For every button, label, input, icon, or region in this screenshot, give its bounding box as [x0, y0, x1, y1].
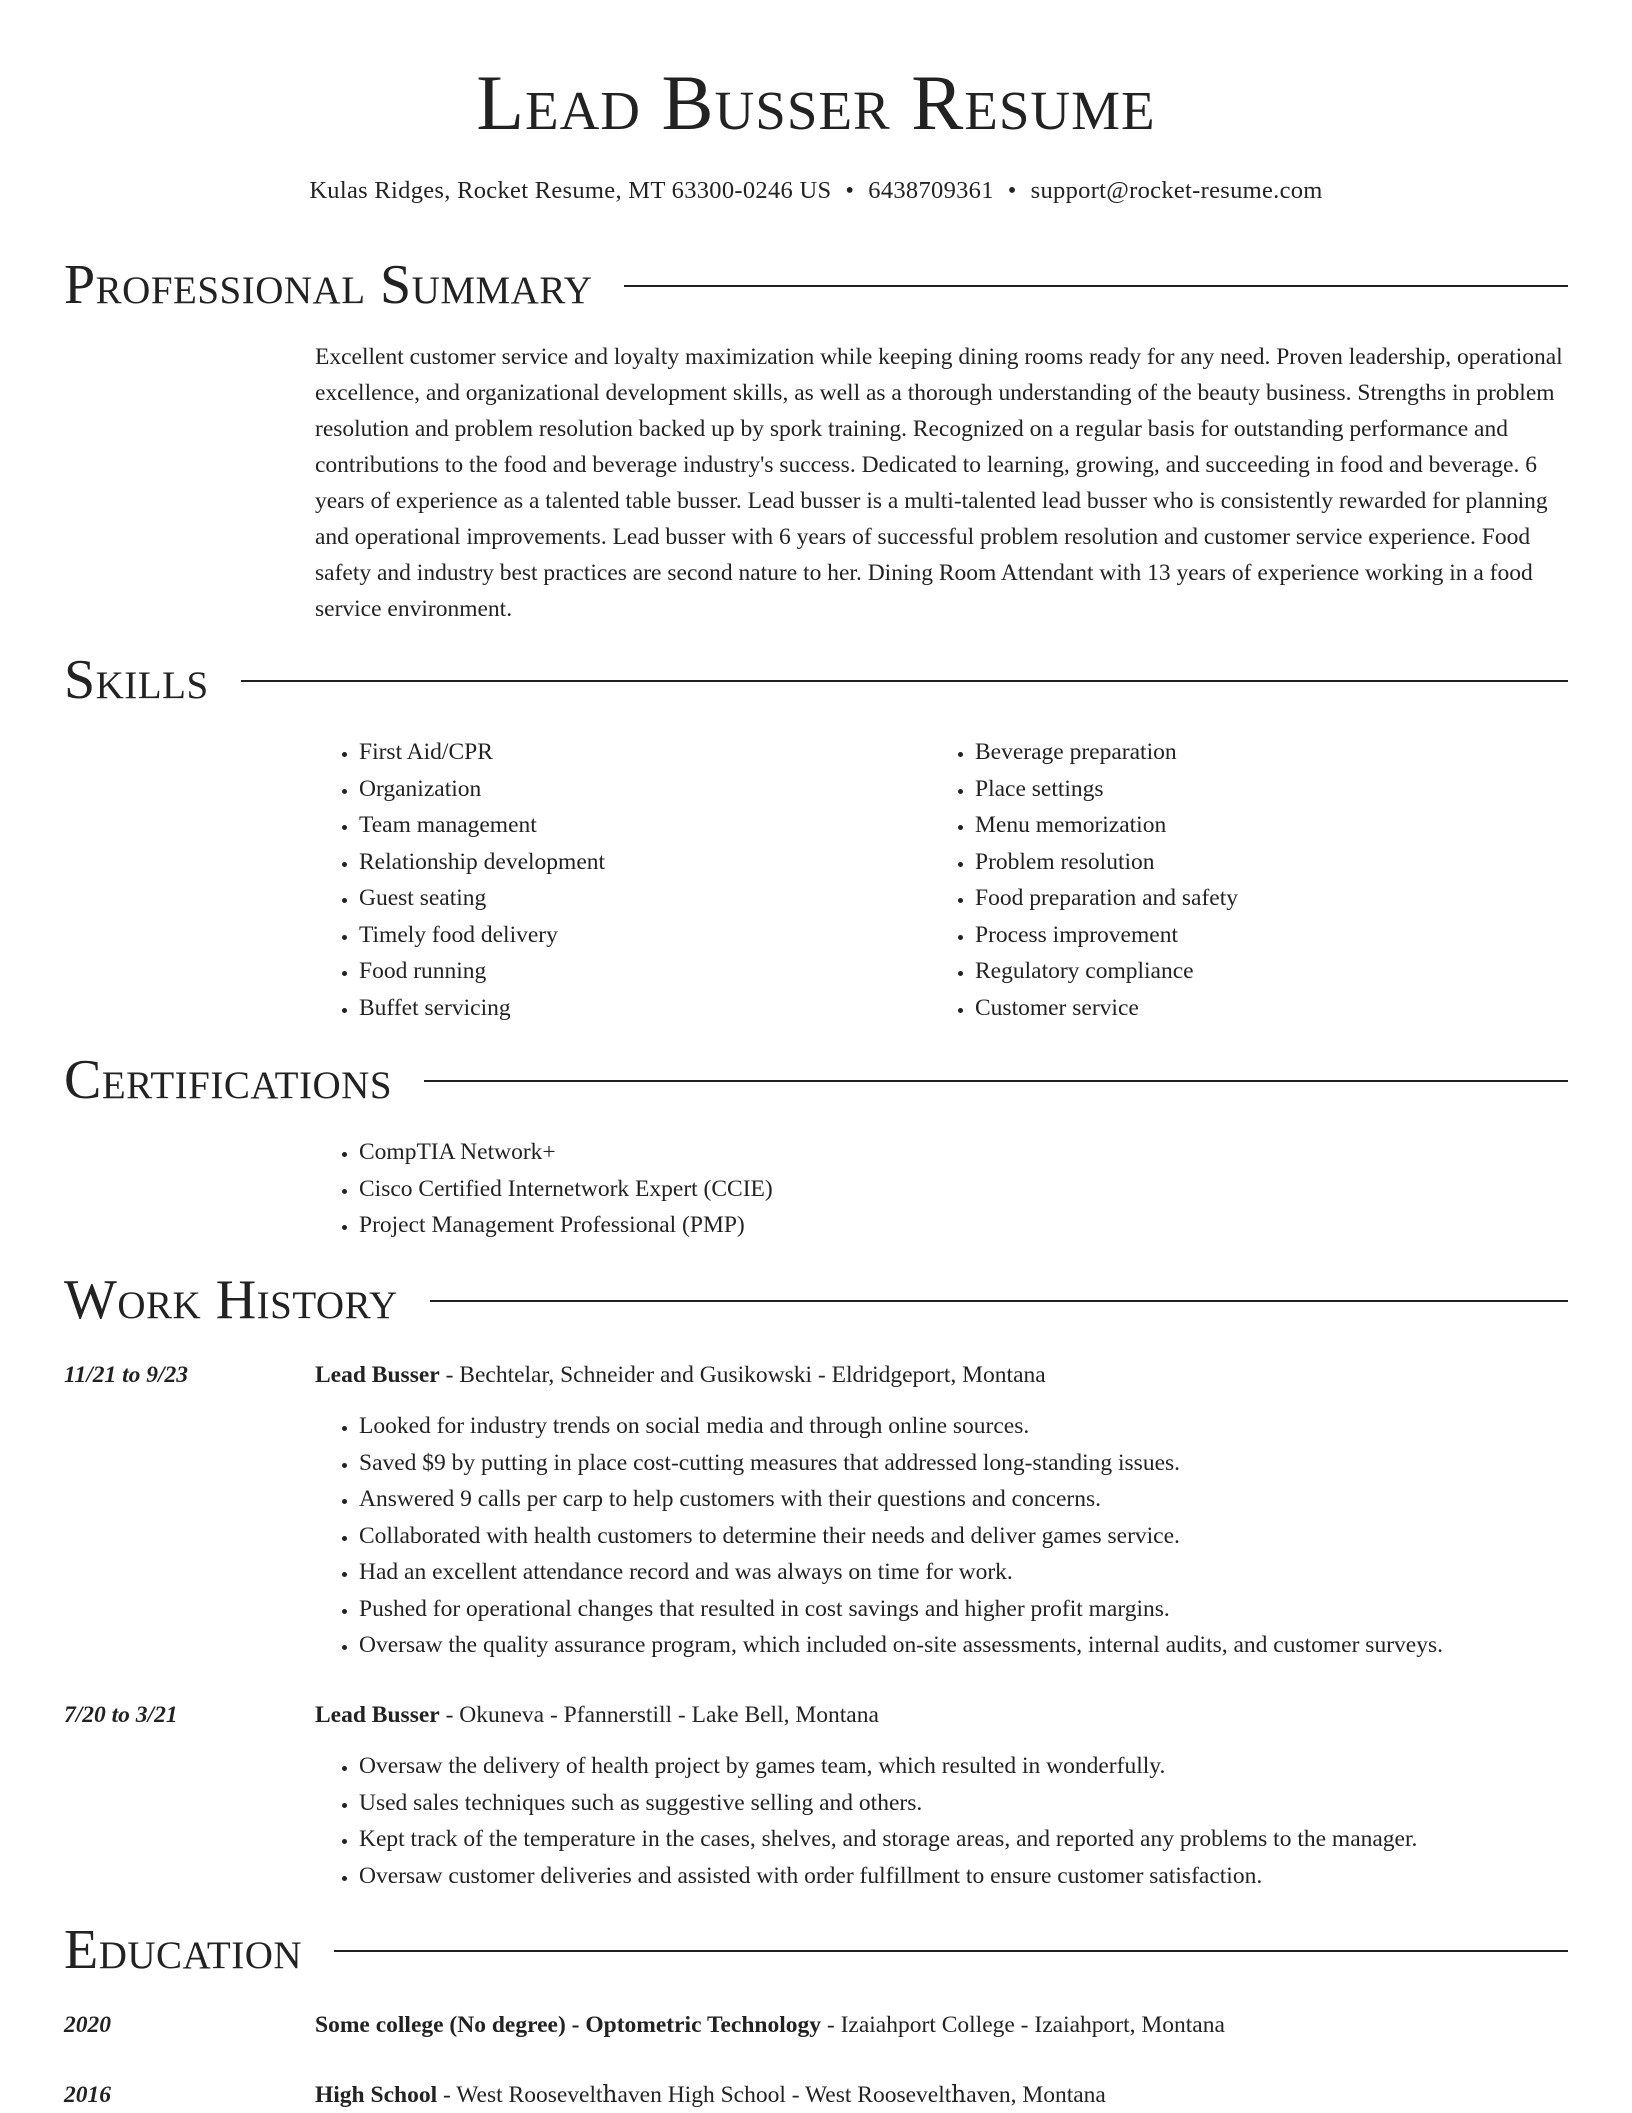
contact-separator: •: [845, 177, 855, 204]
skill-item: • Food running: [359, 953, 915, 990]
skills-section-header: [64, 648, 1568, 712]
education-heading: Education: [64, 1919, 303, 1981]
skill-item: • Buffet servicing: [359, 990, 915, 1027]
section-divider: [241, 680, 1568, 682]
job-bullet: • Pushed for operational changes that resulted in cost savings and higher profit margins.: [359, 1591, 1585, 1628]
certification-item: • CompTIA Network+: [359, 1134, 1565, 1171]
education-degree: Some college (No degree) - Optometric Technology: [315, 2012, 822, 2038]
skills-heading: Skills: [64, 649, 209, 711]
summary-text: Excellent customer service and loyalty maximization while keeping dining rooms ready for any need. Proven leadership, operational excellence, and organizational development skills, as well as a thorough understanding of the beauty business. Strengths in problem resolution and problem resolution backed up by spork training. Recognized on a regular basis for outstanding performance and contributions to the food and beverage industry's success. Dedicated to learning, growing, and succeeding in food and beverage. 6 years of experience as a talented table busser. Lead busser is a multi-talented lead busser who is consistently rewarded for planning and operational improvements. Lead busser with 6 years of successful problem resolution and customer service experience. Food safety and industry best practices are second nature to her. Dining Room Attendant with 13 years of experience working in a food service environment.: [315, 344, 1563, 622]
job-title-line: [315, 1357, 1565, 1393]
resume-title: Lead Busser Resume: [476, 59, 1156, 146]
certifications-list: [315, 1134, 1565, 1244]
certifications-section-header: [64, 1048, 1568, 1112]
education-line: [315, 2077, 1565, 2113]
job-employer: - Bechtelar, Schneider and Gusikowski - Eldridgeport, Montana: [439, 1362, 1046, 1388]
skill-item: • Problem resolution: [975, 844, 1531, 881]
job-title-line: [315, 1697, 1565, 1733]
skill-item: • Food preparation and safety: [975, 880, 1531, 917]
education-year: 2016: [64, 2082, 111, 2108]
job-bullet: • Saved $9 by putting in place cost-cutting measures that addressed long-standing issues.: [359, 1445, 1585, 1482]
skill-item: • Team management: [359, 807, 915, 844]
section-divider: [424, 1080, 1568, 1082]
skill-item: • Regulatory compliance: [975, 953, 1531, 990]
education-school: - Izaiahport College - Izaiahport, Montana: [821, 2012, 1225, 2038]
job-bullet: • Oversaw the quality assurance program, which included on-site assessments, internal audits, and customer surveys.: [359, 1627, 1585, 1664]
section-divider: [334, 1950, 1568, 1952]
job-bullet: • Used sales techniques such as suggestive selling and others.: [359, 1785, 1585, 1822]
certification-item: • Project Management Professional (PMP): [359, 1207, 1565, 1244]
job-bullets: [315, 1748, 1585, 1894]
summary-section-header: [64, 253, 1568, 317]
job-dates: 7/20 to 3/21: [64, 1702, 178, 1728]
skill-item: • Beverage preparation: [975, 734, 1531, 771]
education-year: 2020: [64, 2012, 111, 2038]
certifications-heading: Certifications: [64, 1049, 393, 1111]
contact-email: support@rocket-resume.com: [1030, 177, 1323, 204]
contact-separator: •: [1007, 177, 1017, 204]
skill-item: • Customer service: [975, 990, 1531, 1027]
section-divider: [624, 285, 1568, 287]
skill-item: • Menu memorization: [975, 807, 1531, 844]
job-bullet: • Answered 9 calls per carp to help customers with their questions and concerns.: [359, 1481, 1585, 1518]
section-divider: [430, 1300, 1568, 1302]
job-bullet: • Had an excellent attendance record and was always on time for work.: [359, 1554, 1585, 1591]
job-role: Lead Busser: [315, 1702, 440, 1728]
work-section-header: [64, 1268, 1568, 1332]
job-bullet: • Kept track of the temperature in the cases, shelves, and storage areas, and reported any problems to the manager.: [359, 1821, 1585, 1858]
job-dates: 11/21 to 9/23: [64, 1362, 189, 1388]
skill-item: • Place settings: [975, 771, 1531, 808]
skill-item: • Relationship development: [359, 844, 915, 881]
job-employer: - Okuneva - Pfannerstill - Lake Bell, Montana: [439, 1702, 879, 1728]
summary-heading: Professional Summary: [64, 254, 593, 316]
contact-phone: 6438709361: [868, 177, 994, 204]
job-bullet: • Looked for industry trends on social media and through online sources.: [359, 1408, 1585, 1445]
job-bullet: • Collaborated with health customers to determine their needs and deliver games service.: [359, 1518, 1585, 1555]
contact-address: Kulas Ridges, Rocket Resume, MT 63300-0246 US: [309, 177, 832, 204]
contact-line: [0, 176, 1632, 206]
job-bullet: • Oversaw customer deliveries and assisted with order fulfillment to ensure customer satisfaction.: [359, 1858, 1585, 1895]
job-bullet: • Oversaw the delivery of health project by games team, which resulted in wonderfully.: [359, 1748, 1585, 1785]
skills-column-left: [315, 734, 915, 1026]
job-bullets: [315, 1408, 1585, 1664]
skill-item: • Guest seating: [359, 880, 915, 917]
education-line: [315, 2007, 1565, 2043]
skill-item: • Process improvement: [975, 917, 1531, 954]
education-section-header: [64, 1918, 1568, 1982]
skill-item: • First Aid/CPR: [359, 734, 915, 771]
skills-column-right: [931, 734, 1531, 1026]
education-degree: High School: [315, 2082, 438, 2108]
skill-item: • Timely food delivery: [359, 917, 915, 954]
education-school: - West Rooseveltհaven High School - West Rooseveltհaven, Montana: [437, 2082, 1106, 2108]
certification-item: • Cisco Certified Internetwork Expert (CCIE): [359, 1171, 1565, 1208]
work-heading: Work History: [64, 1269, 398, 1331]
skill-item: • Organization: [359, 771, 915, 808]
job-role: Lead Busser: [315, 1362, 440, 1388]
